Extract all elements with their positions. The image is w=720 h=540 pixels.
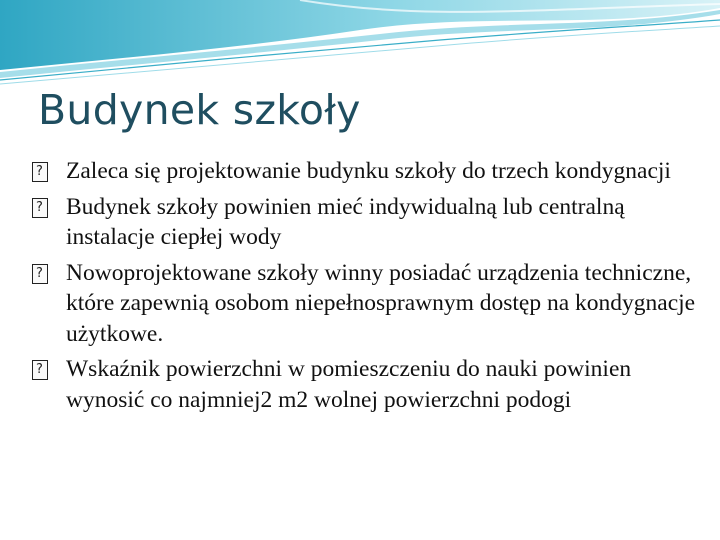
bullet-text: Wskaźnik powierzchni w pomieszczeniu do nauki powinien wynosić co najmniej2 m2 wolnej powierzchni podogi bbox=[66, 356, 632, 413]
header-wave-decoration bbox=[0, 0, 720, 90]
slide-title: Budynek szkoły bbox=[38, 86, 361, 134]
bullet-marker-icon bbox=[32, 162, 48, 182]
bullet-text: Zaleca się projektowanie budynku szkoły do trzech kondygnacji bbox=[66, 158, 671, 184]
bullet-item bbox=[32, 258, 702, 350]
bullet-text: Nowoprojektowane szkoły winny posiadać urządzenia techniczne, które zapewnią osobom niepełnosprawnym dostęp na kondygnacje użytkowe. bbox=[66, 259, 696, 347]
bullet-item bbox=[32, 354, 702, 415]
bullet-marker-icon bbox=[32, 360, 48, 380]
bullet-list bbox=[32, 156, 702, 420]
bullet-text: Budynek szkoły powinien mieć indywidualną lub centralną instalacje ciepłej wody bbox=[66, 193, 625, 250]
bullet-marker-icon bbox=[32, 198, 48, 218]
bullet-item bbox=[32, 192, 702, 253]
bullet-item bbox=[32, 156, 702, 187]
bullet-marker-icon bbox=[32, 264, 48, 284]
